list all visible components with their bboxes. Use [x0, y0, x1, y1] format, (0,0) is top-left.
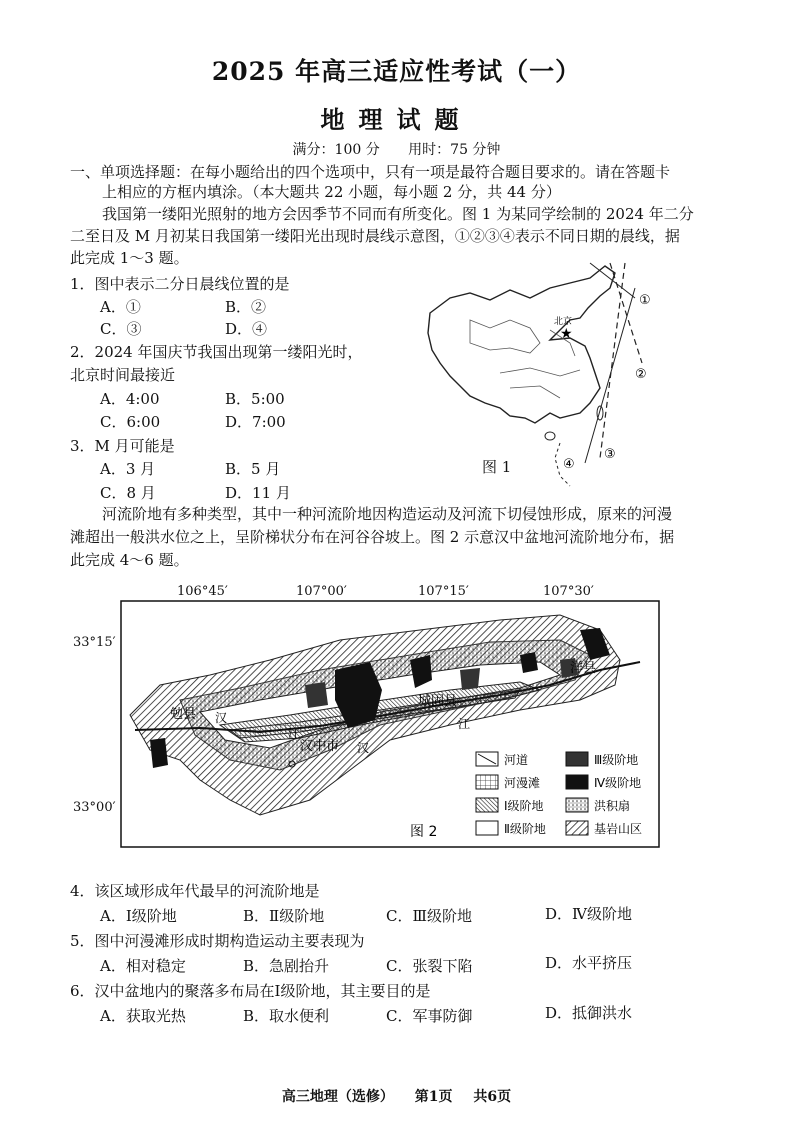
q3-option-c[interactable]: C．8 月: [100, 484, 156, 502]
page-footer: [0, 1086, 793, 1106]
chenggu-label: 城固县: [418, 694, 458, 709]
china-outline: [428, 266, 615, 423]
section-instruction-line1: 一、单项选择题：在每小题给出的四个选项中，只有一项是最符合题目要求的。请在答题卡: [70, 163, 671, 181]
question-2-stem: 2．2024 年国庆节我国出现第一缕阳光时，: [70, 343, 363, 361]
q4-option-d[interactable]: D．Ⅳ级阶地: [545, 905, 633, 923]
question-1-stem: 1．图中表示二分日晨线位置的是: [70, 275, 290, 293]
q3-option-a[interactable]: A．3 月: [100, 460, 156, 478]
dawn-line-4: [585, 288, 635, 463]
footer-subject: 高三地理（选修）: [281, 1089, 394, 1105]
legend-bedrock-swatch: [566, 821, 588, 835]
question-3-stem: 3．M 月可能是: [70, 437, 175, 455]
score-info: 满分：100 分: [292, 142, 380, 158]
legend-terrace2: Ⅱ级阶地: [504, 822, 546, 836]
lon-label-4: 107°30′: [543, 584, 594, 599]
marker-4: ④: [563, 457, 575, 472]
beijing-label: 北京: [554, 317, 573, 327]
legend-terrace4-swatch: [566, 775, 588, 789]
jiang-label-2: 江: [458, 717, 471, 731]
q4-option-b[interactable]: B．Ⅱ级阶地: [243, 907, 325, 925]
q2-option-b[interactable]: B．5:00: [225, 390, 285, 408]
lat-label-1: 33°15′: [73, 635, 116, 650]
terrace-3a: [305, 682, 328, 708]
terrace-4c: [150, 738, 168, 768]
figure-1-map: [410, 258, 690, 488]
beijing-star-icon: ★: [560, 326, 573, 342]
q5-option-c[interactable]: C．张裂下陷: [386, 957, 473, 975]
section-instruction-line2: 上相应的方框内填涂。（本大题共 22 小题，每小题 2 分，共 44 分）: [102, 183, 561, 201]
q1-option-d[interactable]: D．④: [225, 320, 268, 338]
passage1-line1: 我国第一缕阳光照射的地方会因季节不同而有所变化。图 1 为某同学绘制的 2024 年二分: [102, 205, 694, 223]
question-4-stem: 4．该区域形成年代最早的河流阶地是: [70, 882, 320, 900]
yangxian-label: 洋县: [570, 661, 597, 676]
q4-option-c[interactable]: C．Ⅲ级阶地: [386, 907, 472, 925]
q1-option-b[interactable]: B．②: [225, 298, 267, 316]
lon-label-2: 107°00′: [296, 584, 347, 599]
time-info: 用时：75 分钟: [408, 142, 501, 158]
legend-terrace3: Ⅲ级阶地: [594, 753, 639, 767]
passage2-line1: 河流阶地有多种类型，其中一种河流阶地因构造运动及河流下切侵蚀形成，原来的河漫: [102, 505, 673, 523]
hainan-island: [545, 432, 555, 440]
passage2-line3: 此完成 4～6 题。: [70, 551, 189, 569]
dawn-line-1: [590, 263, 635, 298]
dawn-line-2: [610, 263, 642, 363]
question-6-stem: 6．汉中盆地内的聚落多布局在Ⅰ级阶地，其主要目的是: [70, 982, 431, 1000]
legend-terrace3-swatch: [566, 752, 588, 766]
q6-option-c[interactable]: C．军事防御: [386, 1007, 473, 1025]
terrace-4d: [520, 652, 538, 673]
lon-label-3: 107°15′: [418, 584, 469, 599]
q6-option-b[interactable]: B．取水便利: [243, 1007, 330, 1025]
q5-option-d[interactable]: D．水平挤压: [545, 954, 633, 972]
q4-option-a[interactable]: A．Ⅰ级阶地: [100, 907, 177, 925]
legend-river: 河道: [504, 753, 529, 767]
q2-option-c[interactable]: C．6:00: [100, 413, 161, 431]
question-2-stem-cont: 北京时间最接近: [70, 366, 176, 384]
exam-meta: [0, 139, 793, 159]
q5-option-b[interactable]: B．急剧抬升: [243, 957, 330, 975]
marker-3: ③: [604, 447, 616, 462]
q1-option-a[interactable]: A．①: [100, 298, 141, 316]
terrace-3b: [460, 668, 480, 690]
marker-1: ①: [639, 293, 651, 308]
legend-terrace1-swatch: [476, 798, 498, 812]
q5-option-a[interactable]: A．相对稳定: [100, 957, 186, 975]
mianxian-label: 勉县: [170, 707, 197, 722]
q3-option-d[interactable]: D．11 月: [225, 484, 291, 502]
figure-2-map: [120, 600, 660, 848]
exam-title: 2025 年高三适应性考试（一）: [211, 57, 582, 86]
q2-option-a[interactable]: A．4:00: [100, 390, 160, 408]
figure-1-caption: 图 1: [482, 458, 512, 476]
q3-option-b[interactable]: B．5 月: [225, 460, 281, 478]
jiang-label-1: 江: [288, 727, 301, 741]
legend-fan: 洪积扇: [594, 799, 631, 813]
han-label-2: 汉: [357, 741, 370, 755]
legend-fan-swatch: [566, 798, 588, 812]
q6-option-d[interactable]: D．抵御洪水: [545, 1004, 633, 1022]
figure-2-caption: 图 2: [410, 824, 438, 840]
han-label-1: 汉: [215, 711, 228, 725]
legend-terrace4: Ⅳ级阶地: [594, 776, 642, 790]
legend-bedrock: 基岩山区: [594, 822, 643, 836]
q1-option-c[interactable]: C．③: [100, 320, 142, 338]
lon-label-1: 106°45′: [177, 584, 228, 599]
subject-title: 地理试题: [320, 105, 473, 134]
q6-option-a[interactable]: A．获取光热: [100, 1007, 186, 1025]
question-5-stem: 5．图中河漫滩形成时期构造运动主要表现为: [70, 932, 365, 950]
passage1-line2: 二至日及 M 月初某日我国第一缕阳光出现时晨线示意图，①②③④表示不同日期的晨线，据: [70, 227, 680, 245]
legend-floodplain: 河漫滩: [504, 776, 541, 790]
marker-2: ②: [635, 367, 647, 382]
passage2-line2: 滩超出一般洪水位之上，呈阶梯状分布在河谷谷坡上。图 2 示意汉中盆地河流阶地分布，据: [70, 528, 675, 546]
legend-floodplain-swatch: [476, 775, 498, 789]
footer-page: 第1页: [414, 1089, 453, 1105]
passage1-line3: 此完成 1～3 题。: [70, 249, 189, 267]
q2-option-d[interactable]: D．7:00: [225, 413, 286, 431]
hanzhong-label: 汉中市: [300, 739, 340, 754]
legend-terrace2-swatch: [476, 821, 498, 835]
footer-total: 共6页: [473, 1089, 512, 1105]
legend-terrace1: Ⅰ级阶地: [504, 799, 544, 813]
lat-label-2: 33°00′: [73, 800, 116, 815]
